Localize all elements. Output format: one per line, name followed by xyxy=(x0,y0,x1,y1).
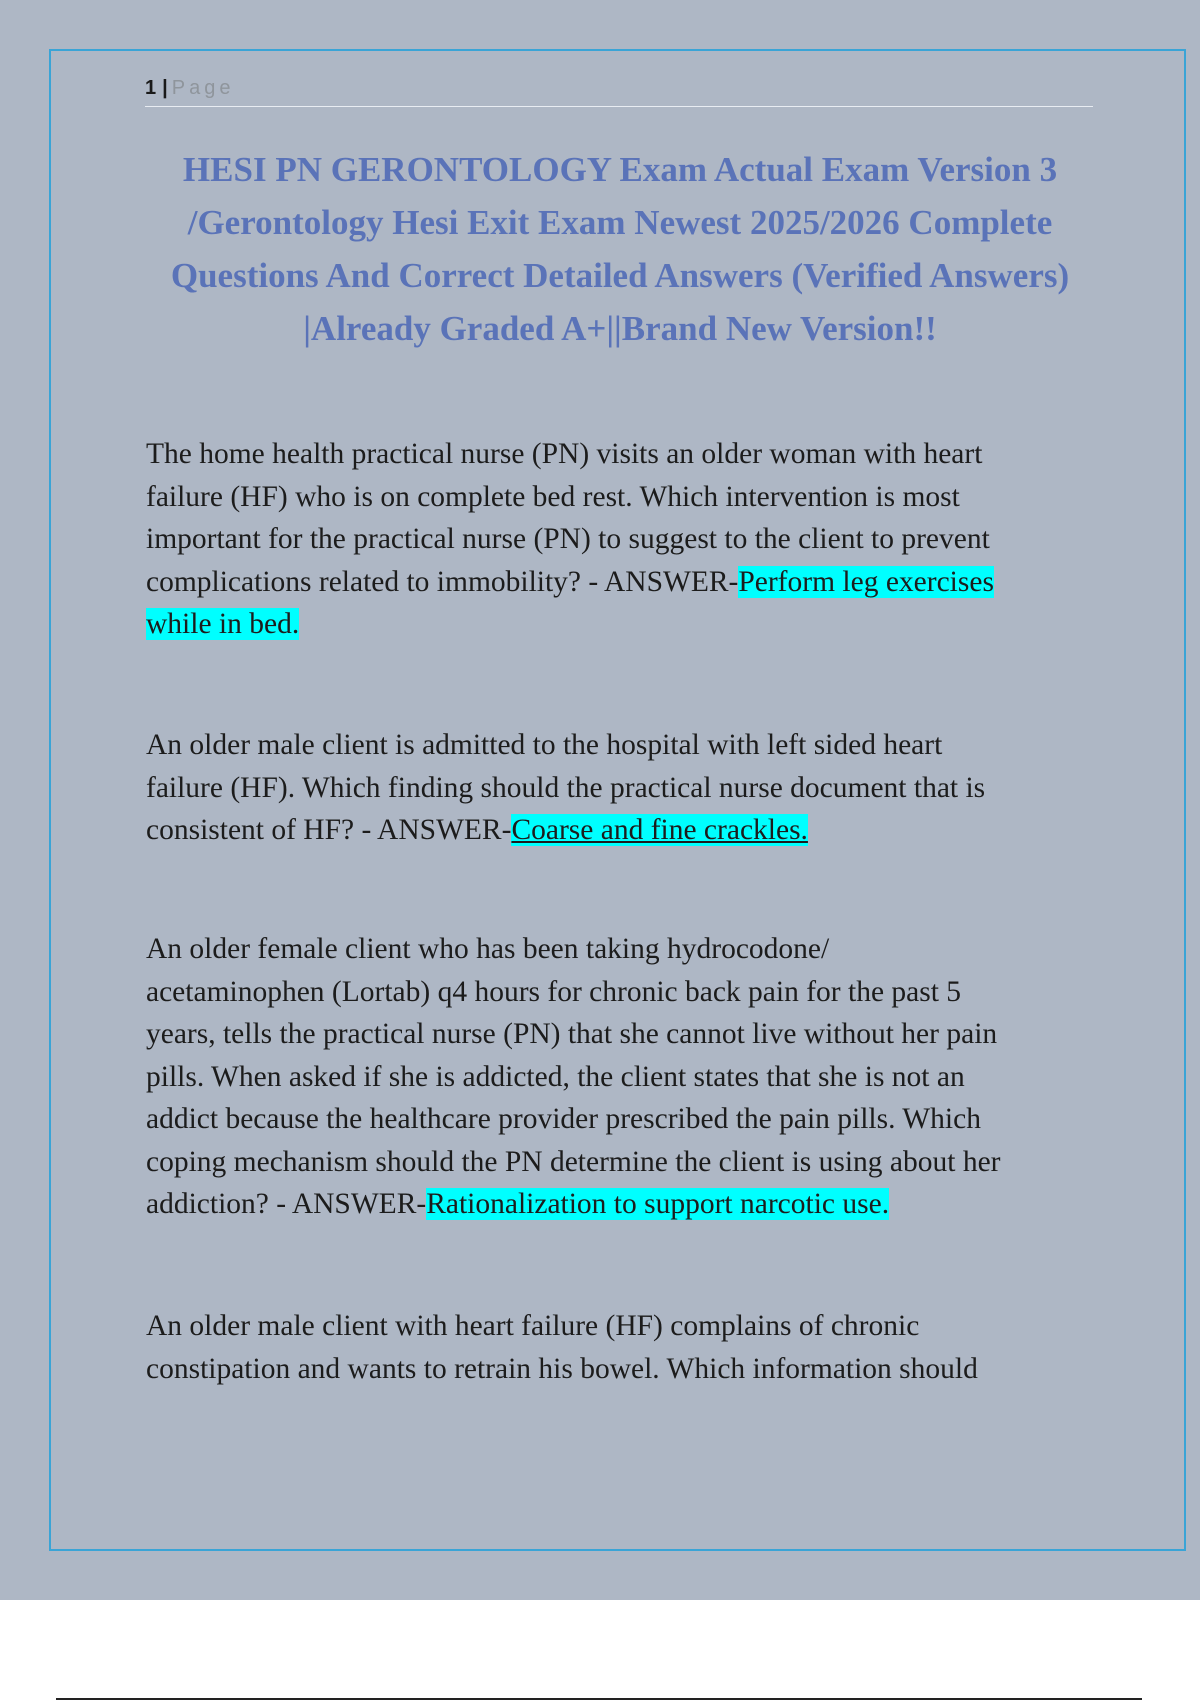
question-2 xyxy=(146,724,1106,852)
question-line: coping mechanism should the PN determine the client is using about her xyxy=(146,1145,1001,1178)
document-title xyxy=(140,143,1100,355)
answer-highlight: Rationalization to support narcotic use. xyxy=(426,1188,890,1220)
title-line: HESI PN GERONTOLOGY Exam Actual Exam Version 3 xyxy=(182,150,1058,189)
question-line: failure (HF) who is on complete bed rest. Which intervention is most xyxy=(146,480,960,513)
question-1 xyxy=(146,433,1106,646)
question-3 xyxy=(146,928,1106,1226)
question-line: An older male client with heart failure (HF) complains of chronic xyxy=(146,1310,920,1342)
question-line: The home health practical nurse (PN) visits an older woman with heart xyxy=(146,438,983,470)
question-line-with-answer xyxy=(146,809,1106,852)
question-line: constipation and wants to retrain his bowel. Which information should xyxy=(146,1352,978,1385)
answer-highlight: Perform leg exercises xyxy=(738,565,994,598)
page-number: 1 xyxy=(145,77,157,99)
question-line: pills. When asked if she is addicted, the client states that she is not an xyxy=(146,1060,965,1093)
question-line: An older male client is admitted to the hospital with left sided heart xyxy=(146,729,943,761)
question-line: years, tells the practical nurse (PN) that she cannot live without her pain xyxy=(146,1018,998,1050)
question-line-with-answer xyxy=(146,1183,1106,1226)
question-text: addiction? - ANSWER- xyxy=(146,1188,427,1220)
question-line: failure (HF). Which finding should the practical nurse document that is xyxy=(146,771,986,804)
page-word: Page xyxy=(171,77,235,99)
question-line-with-answer xyxy=(146,561,1106,604)
question-text: complications related to immobility? - ANSWER- xyxy=(146,565,739,598)
answer-highlight: while in bed. xyxy=(146,608,300,640)
question-line: important for the practical nurse (PN) to suggest to the client to prevent xyxy=(146,523,990,555)
answer-highlight: Coarse and fine crackles. xyxy=(511,814,808,846)
question-4 xyxy=(146,1305,1106,1390)
question-line: acetaminophen (Lortab) q4 hours for chronic back pain for the past 5 xyxy=(146,975,962,1008)
question-line: addict because the healthcare provider prescribed the pain pills. Which xyxy=(146,1103,981,1135)
title-line: Questions And Correct Detailed Answers (Verified Answers) xyxy=(170,256,1070,295)
page-header xyxy=(145,74,1093,107)
question-line: An older female client who has been taking hydrocodone/ xyxy=(146,933,830,965)
title-line: |Already Graded A+||Brand New Version!! xyxy=(303,309,937,348)
title-line: /Gerontology Hesi Exit Exam Newest 2025/2026 Complete xyxy=(187,203,1053,242)
answer-line xyxy=(146,603,1106,646)
question-text: consistent of HF? - ANSWER- xyxy=(146,814,512,846)
page-separator: | xyxy=(162,77,168,99)
